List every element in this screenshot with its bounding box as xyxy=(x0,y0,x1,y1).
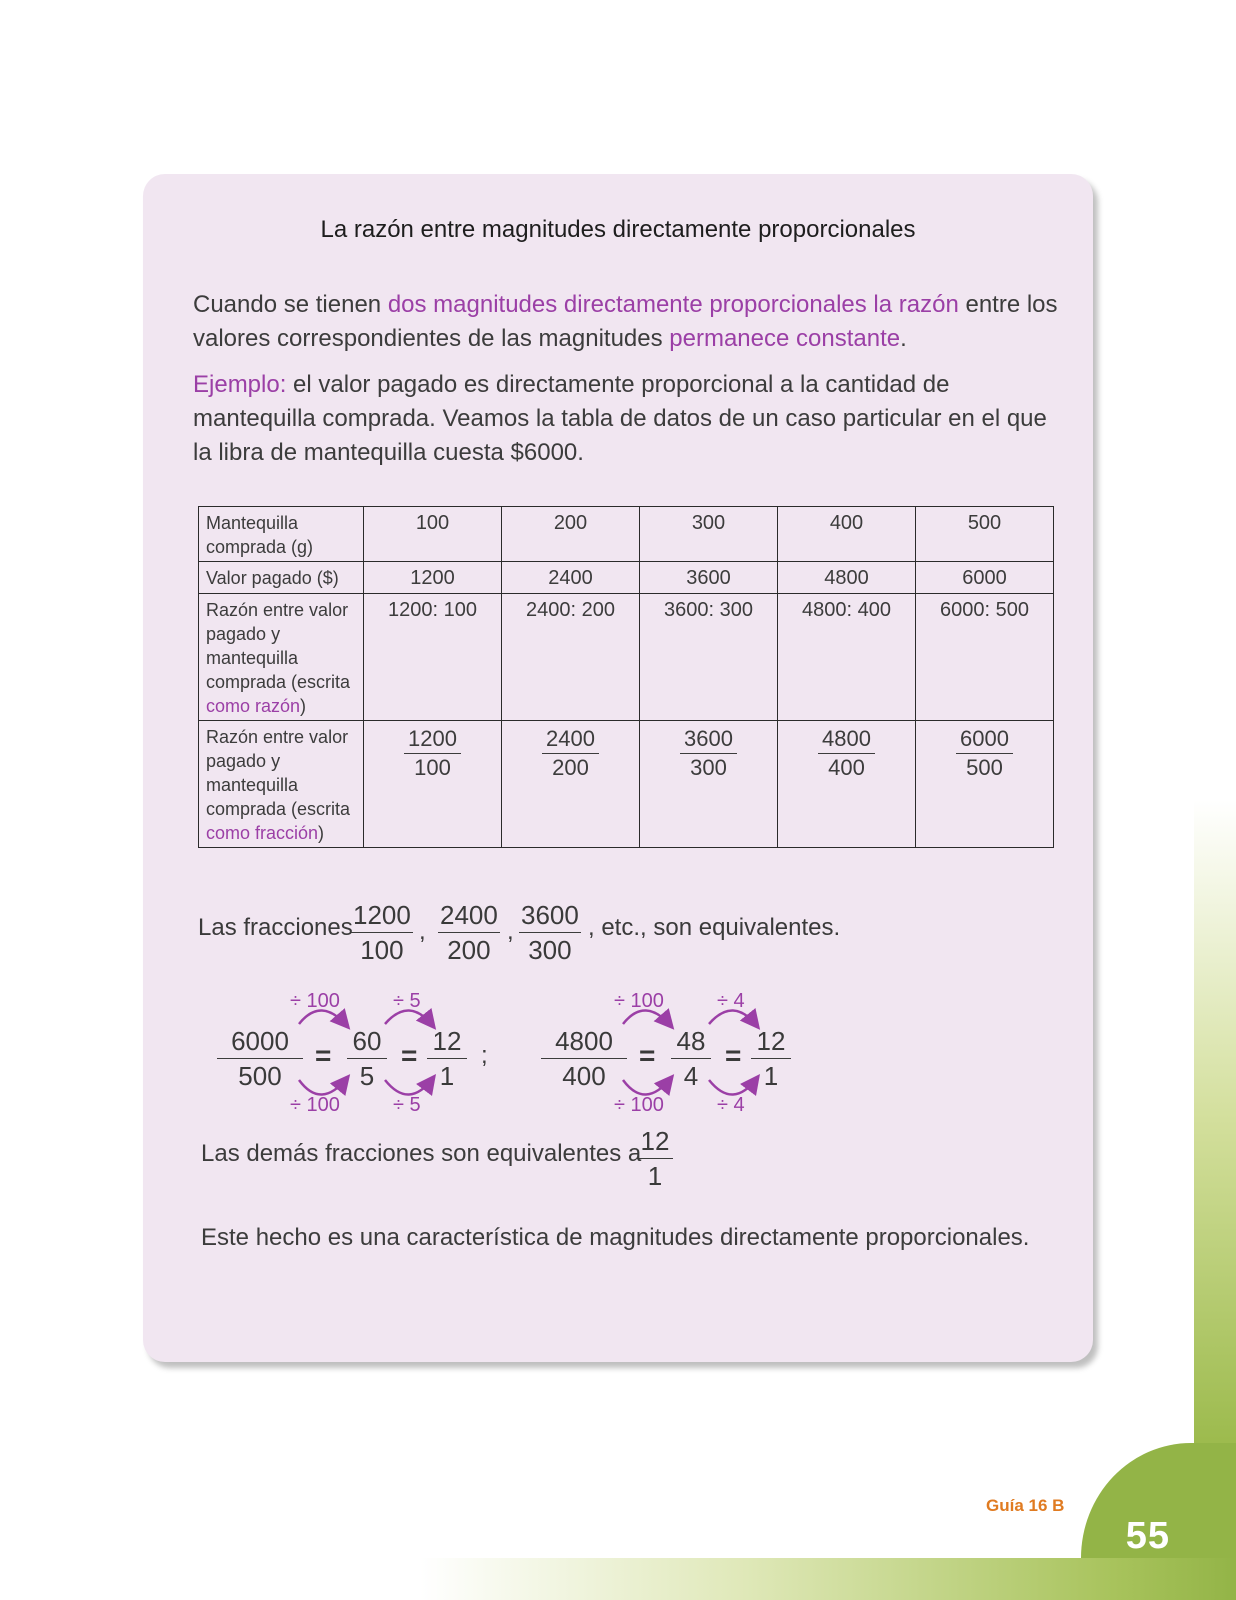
fraction-separator: , xyxy=(419,918,426,945)
row-header-grams: Mantequilla comprada (g) xyxy=(199,507,364,562)
denominator: 500 xyxy=(238,1061,282,1091)
table-cell: 3600: 300 xyxy=(640,594,778,721)
fraction xyxy=(519,898,581,967)
operator-top-2: ÷ 5 xyxy=(393,990,421,1012)
operator-top-1: ÷ 100 xyxy=(290,990,340,1012)
numerator: 4800 xyxy=(818,725,875,754)
section-title: La razón entre magnitudes directamente proporcionales xyxy=(320,216,916,243)
operator-bottom-2: ÷ 5 xyxy=(393,1094,421,1116)
equivalence-prefix: Las fracciones xyxy=(198,914,353,941)
table-cell: 500 xyxy=(916,507,1054,562)
operator-bottom-2: ÷ 4 xyxy=(717,1094,745,1116)
numerator: 3600 xyxy=(519,898,581,933)
equals-sign: = xyxy=(315,1040,332,1071)
table-cell: 2400 xyxy=(502,562,640,594)
conclusion-line-1 xyxy=(201,1140,641,1168)
numerator: 60 xyxy=(347,1024,387,1059)
page-number: 55 xyxy=(1125,1515,1170,1557)
table-cell xyxy=(640,721,778,848)
denominator: 100 xyxy=(360,935,404,965)
chain-separator: ; xyxy=(481,1042,488,1069)
denominator: 1 xyxy=(647,1161,663,1191)
table-cell: 4800: 400 xyxy=(778,594,916,721)
denominator: 100 xyxy=(414,755,451,780)
row-header-paid: Valor pagado ($) xyxy=(199,562,364,594)
numerator: 6000 xyxy=(956,725,1013,754)
table-row-paid xyxy=(199,562,1054,594)
content-card xyxy=(143,174,1093,1362)
numerator: 4800 xyxy=(541,1024,627,1059)
fraction xyxy=(956,725,1013,782)
table-cell: 100 xyxy=(364,507,502,562)
green-bottom-band xyxy=(420,1558,1236,1600)
table-row-grams xyxy=(199,507,1054,562)
table-cell xyxy=(916,721,1054,848)
operator-top-2: ÷ 4 xyxy=(717,990,745,1012)
table-cell: 6000 xyxy=(916,562,1054,594)
table-cell xyxy=(502,721,640,848)
arrows-icon xyxy=(213,990,513,1120)
denominator: 4 xyxy=(683,1061,699,1091)
table-row-ratio xyxy=(199,594,1054,721)
simplification-chain-2 xyxy=(537,990,1137,1120)
row-header-fraction-text: Razón entre valor pagado y mantequilla comprada (escrita xyxy=(206,727,351,819)
numerator: 1200 xyxy=(351,898,413,933)
conclusion-text: Las demás fracciones son equivalentes a xyxy=(201,1140,642,1167)
numerator: 12 xyxy=(751,1024,791,1059)
guide-label: Guía 16 B xyxy=(986,1496,1065,1515)
denominator: 5 xyxy=(359,1061,375,1091)
numerator: 2400 xyxy=(542,725,599,754)
row-header-fraction-highlight: como fracción xyxy=(206,823,319,843)
numerator: 3600 xyxy=(680,725,737,754)
fraction xyxy=(542,725,599,782)
fraction xyxy=(637,1124,673,1193)
numerator: 2400 xyxy=(438,898,500,933)
denominator: 300 xyxy=(690,755,727,780)
table-cell: 200 xyxy=(502,507,640,562)
row-header-fraction-end: ) xyxy=(318,823,325,843)
table-cell: 400 xyxy=(778,507,916,562)
equals-sign: = xyxy=(725,1040,742,1071)
numerator: 12 xyxy=(637,1124,673,1159)
example-text: el valor pagado es directamente proporcional a la cantidad de mantequilla comprada. Veamos la tabla de datos de un caso particular en el que la libra de mantequilla cuesta $6000. xyxy=(193,371,1047,466)
numerator: 6000 xyxy=(217,1024,303,1059)
fraction xyxy=(438,898,500,967)
numerator: 1200 xyxy=(404,725,461,754)
row-header-ratio-highlight: como razón xyxy=(206,696,301,716)
table-cell: 3600 xyxy=(640,562,778,594)
fraction-separator: , xyxy=(507,918,514,945)
intro-highlight-1: dos magnitudes directamente proporcionales la razón xyxy=(387,291,959,318)
denominator: 1 xyxy=(763,1061,779,1091)
example-label: Ejemplo: xyxy=(193,371,287,398)
fraction xyxy=(680,725,737,782)
table-cell: 6000: 500 xyxy=(916,594,1054,721)
intro-text-3: . xyxy=(900,325,907,352)
operator-top-1: ÷ 100 xyxy=(614,990,664,1012)
row-header-fraction xyxy=(199,721,364,848)
fraction xyxy=(404,725,461,782)
table-cell: 1200: 100 xyxy=(364,594,502,721)
example-paragraph xyxy=(193,368,1063,470)
table-cell: 4800 xyxy=(778,562,916,594)
table-cell xyxy=(364,721,502,848)
intro-highlight-2: permanece constante xyxy=(669,325,901,352)
operator-bottom-1: ÷ 100 xyxy=(614,1094,664,1116)
equals-sign: = xyxy=(401,1040,418,1071)
row-header-ratio-end: ) xyxy=(300,696,307,716)
intro-text-2: entre los valores correspondientes de las magnitudes xyxy=(193,291,1058,352)
denominator: 400 xyxy=(828,755,865,780)
operator-bottom-1: ÷ 100 xyxy=(290,1094,340,1116)
denominator: 1 xyxy=(439,1061,455,1091)
denominator: 200 xyxy=(552,755,589,780)
arrows-icon xyxy=(537,990,837,1120)
denominator: 200 xyxy=(447,935,491,965)
row-header-ratio xyxy=(199,594,364,721)
denominator: 300 xyxy=(528,935,572,965)
denominator: 400 xyxy=(562,1061,606,1091)
numerator: 12 xyxy=(427,1024,467,1059)
table-cell: 1200 xyxy=(364,562,502,594)
intro-text-1: Cuando se tienen xyxy=(193,291,388,318)
equals-sign: = xyxy=(639,1040,656,1071)
table-cell: 300 xyxy=(640,507,778,562)
fraction xyxy=(818,725,875,782)
fraction xyxy=(351,898,413,967)
intro-paragraph xyxy=(193,288,1063,356)
table-cell xyxy=(778,721,916,848)
numerator: 48 xyxy=(671,1024,711,1059)
table-row-fraction xyxy=(199,721,1054,848)
data-table xyxy=(198,506,1054,848)
equivalence-suffix: , etc., son equivalentes. xyxy=(588,914,841,941)
denominator: 500 xyxy=(966,755,1003,780)
conclusion-line-2: Este hecho es una característica de magnitudes directamente proporcionales. xyxy=(201,1224,1030,1251)
table-cell: 2400: 200 xyxy=(502,594,640,721)
row-header-ratio-text: Razón entre valor pagado y mantequilla comprada (escrita xyxy=(206,600,351,692)
